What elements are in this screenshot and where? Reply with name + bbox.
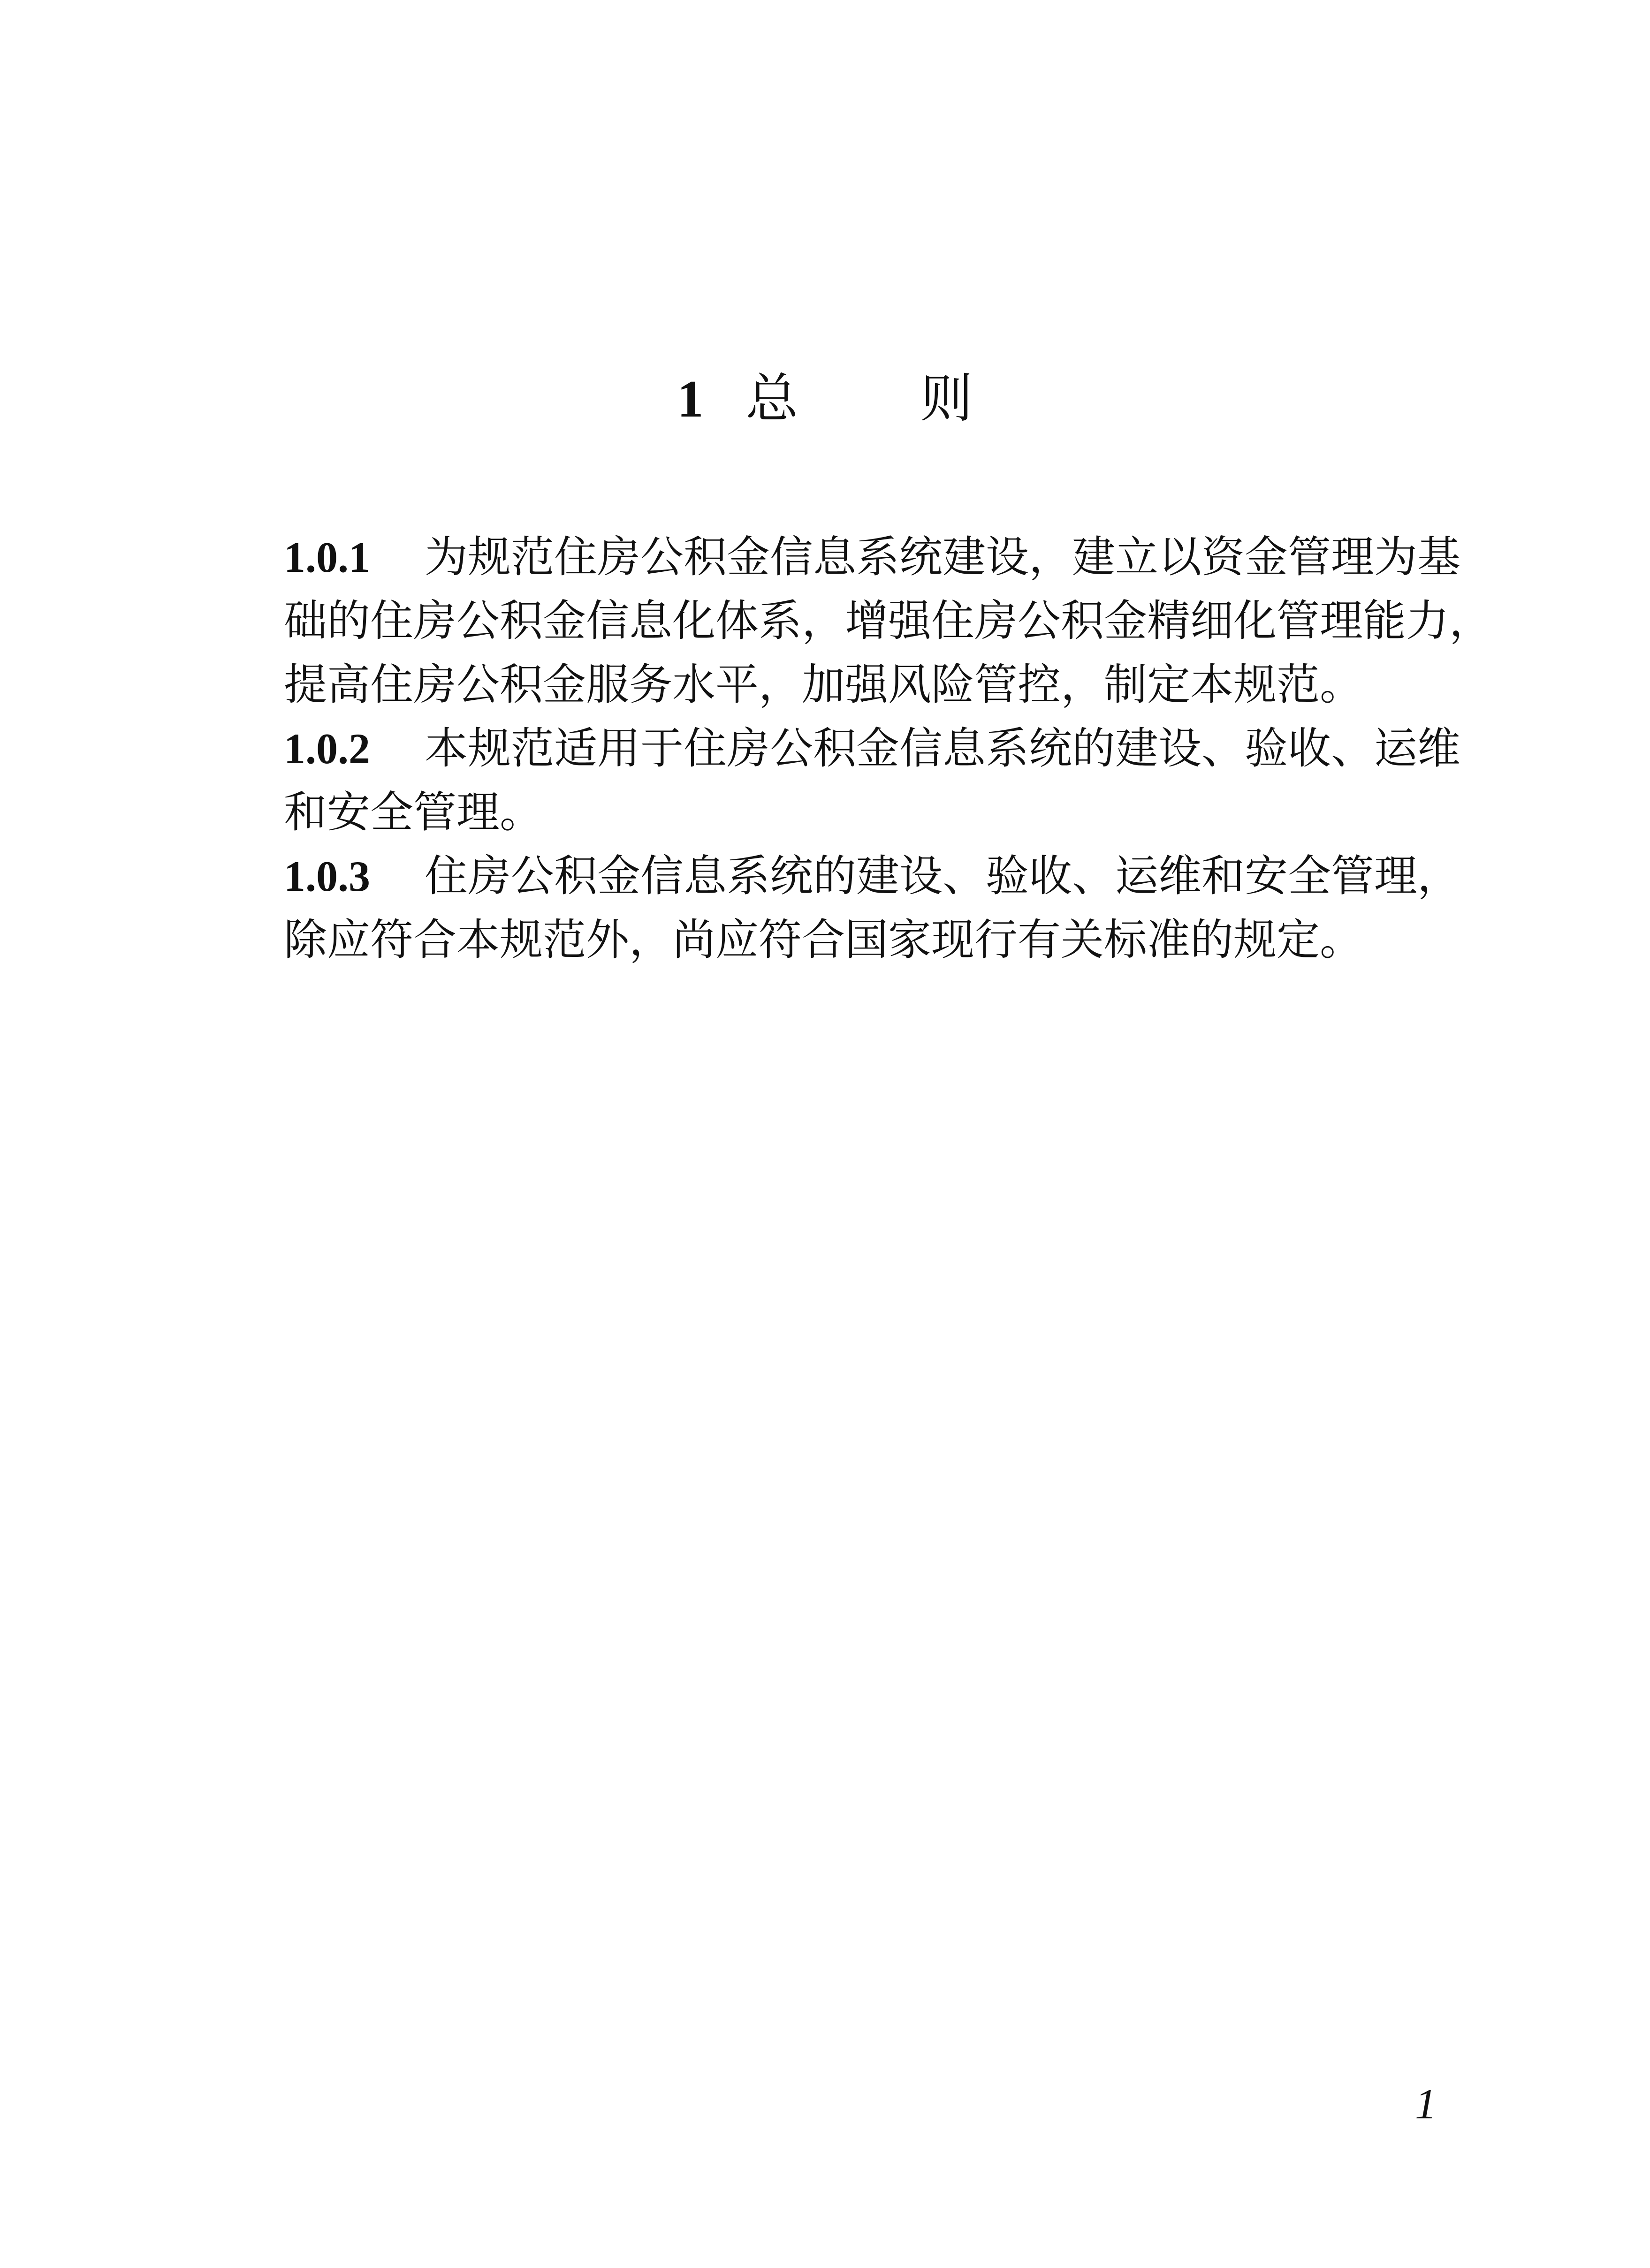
clause-1-0-2 (284, 717, 1461, 844)
chapter-number: 1 (677, 370, 704, 428)
page-number: 1 (1415, 2080, 1437, 2128)
chapter-body (284, 525, 1493, 972)
clause-number: 1.0.3 (284, 852, 370, 900)
clause-1-0-1 (284, 525, 1493, 717)
chapter-title-char-1: 总 (745, 368, 798, 429)
clause-line (284, 717, 1461, 781)
clause-1-0-3 (284, 844, 1461, 972)
chapter-heading (0, 361, 1650, 437)
clause-number: 1.0.2 (284, 725, 370, 773)
clause-text: 住房公积金信息系统的建设、验收、运维和安全管理， (425, 851, 1461, 901)
clause-line: 和安全管理。 (284, 787, 543, 837)
clause-line (284, 525, 1461, 589)
clause-line (284, 844, 1461, 908)
clause-line: 提高住房公积金服务水平，加强风险管控，制定本规范。 (284, 660, 1363, 710)
clause-line: 础的住房公积金信息化体系，增强住房公积金精细化管理能力， (284, 596, 1493, 646)
clause-text: 为规范住房公积金信息系统建设，建立以资金管理为基 (425, 532, 1461, 582)
clause-line: 除应符合本规范外，尚应符合国家现行有关标准的规定。 (284, 915, 1363, 965)
chapter-title-char-2: 则 (920, 368, 973, 429)
clause-text: 本规范适用于住房公积金信息系统的建设、验收、运维 (425, 723, 1461, 774)
clause-number: 1.0.1 (284, 533, 370, 581)
